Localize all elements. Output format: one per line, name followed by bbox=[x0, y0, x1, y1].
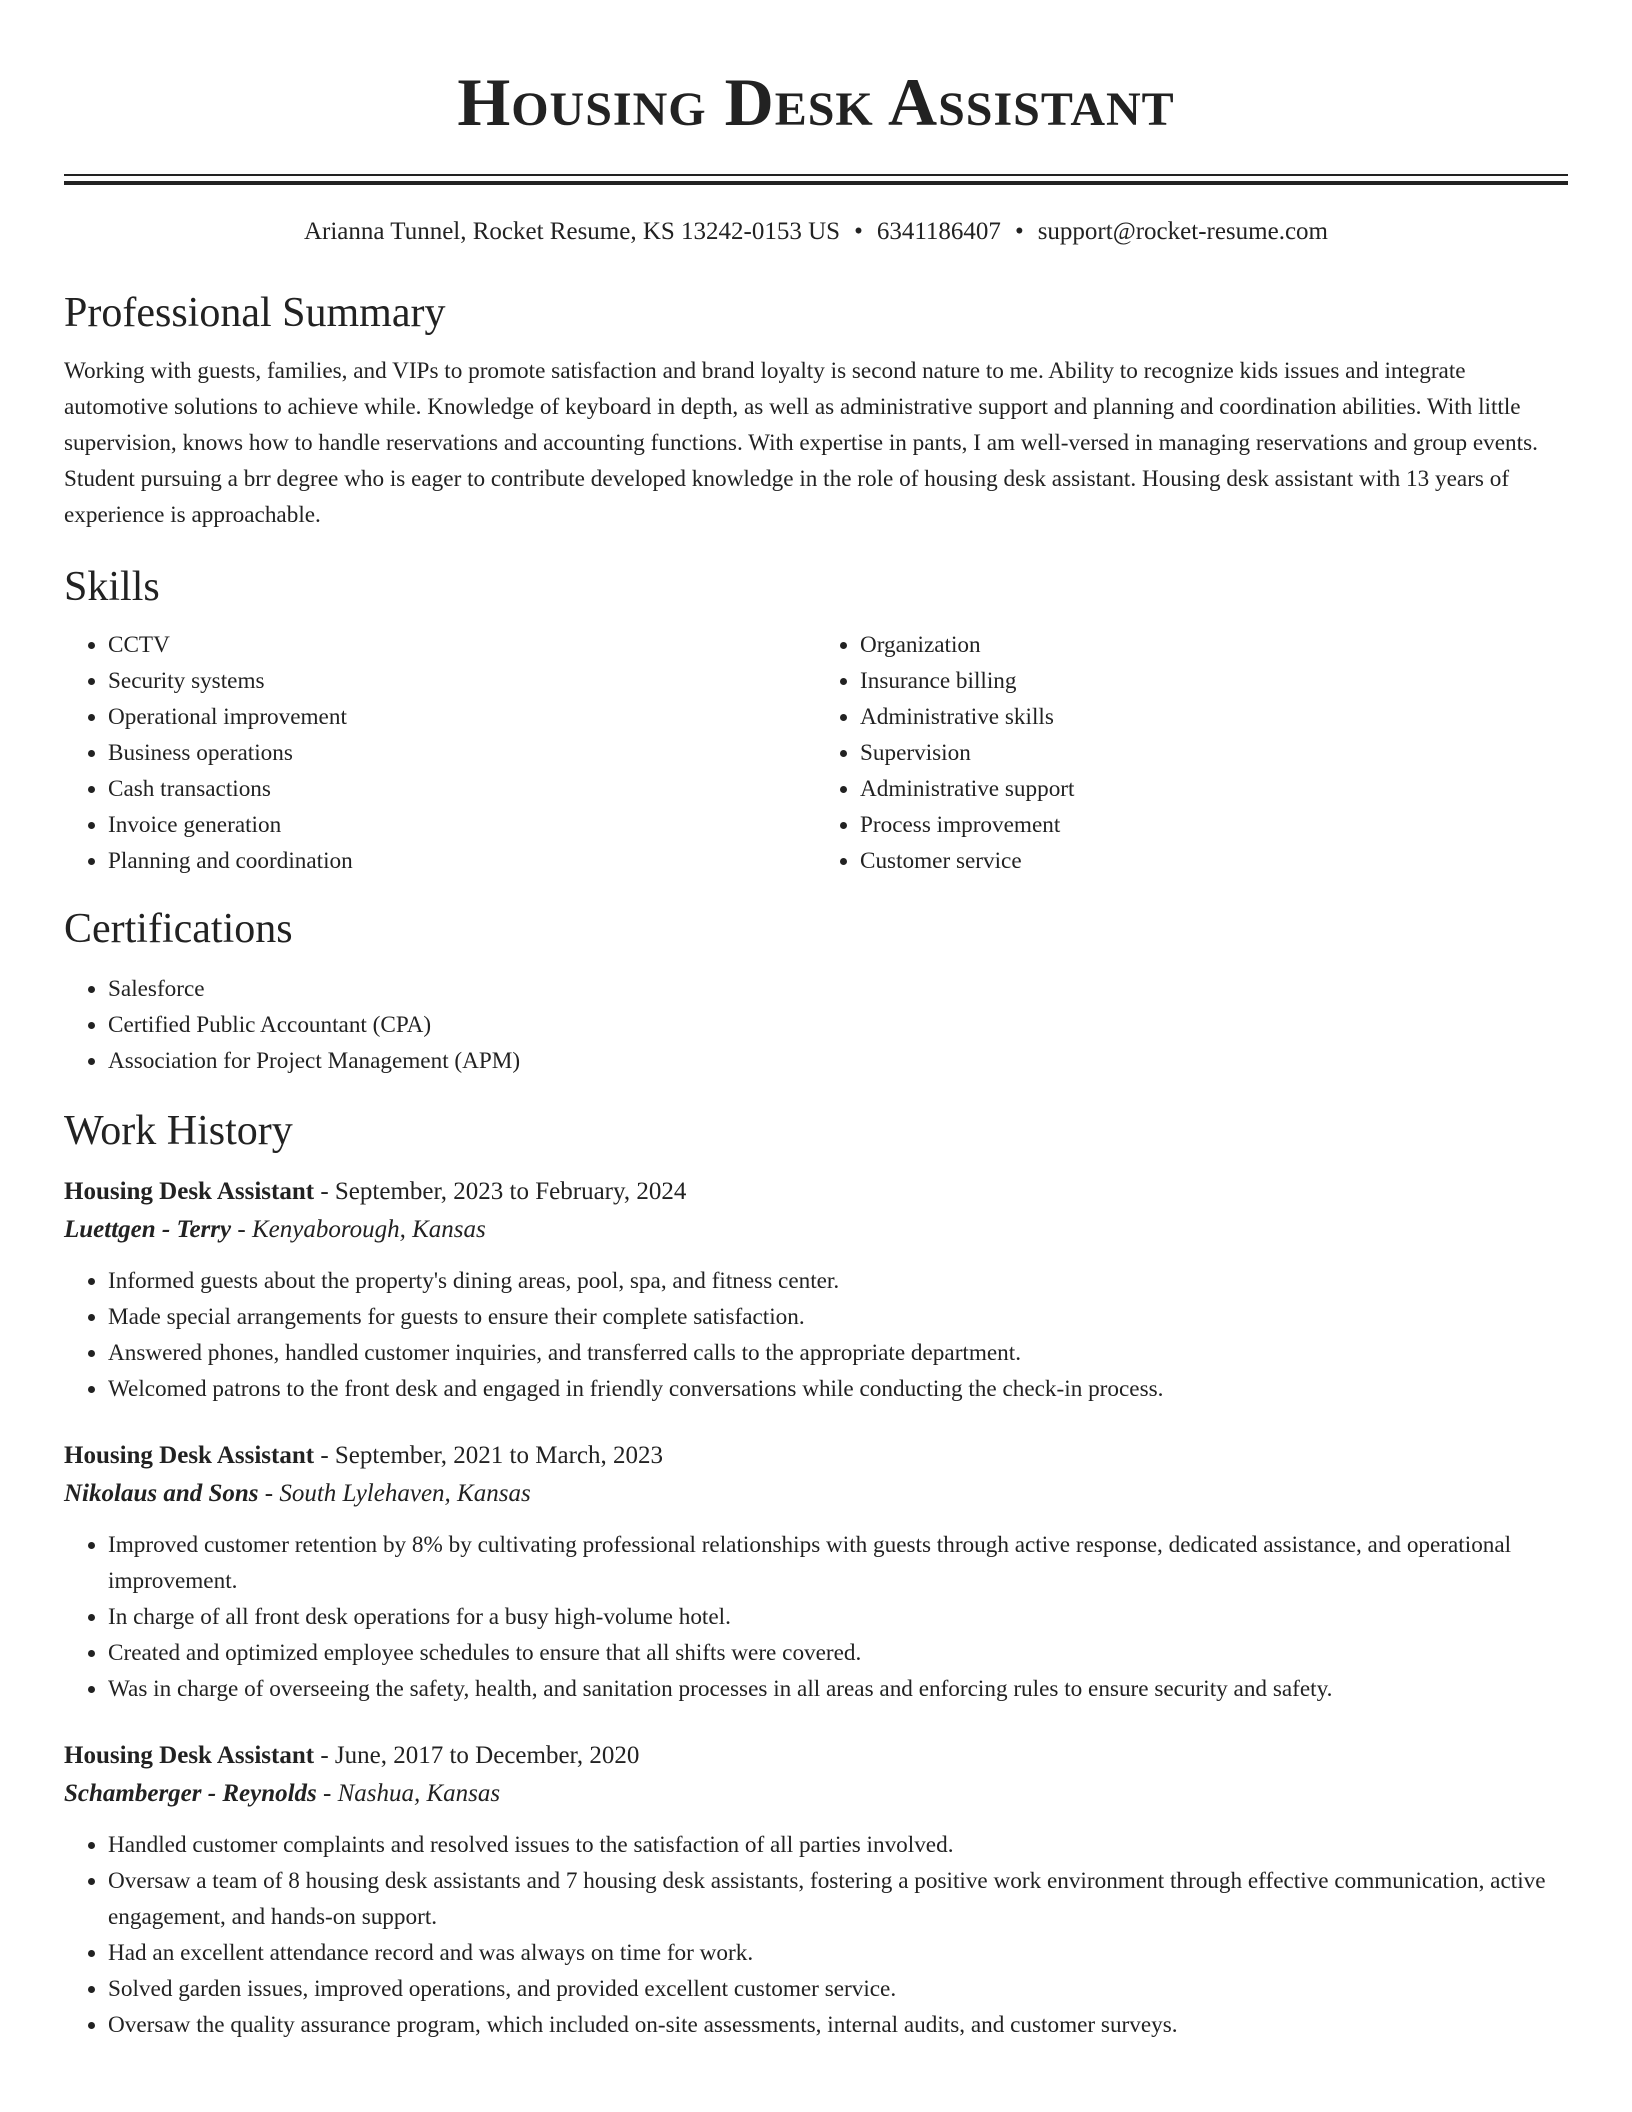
summary-heading: Professional Summary bbox=[64, 290, 446, 336]
job-company: Luettgen - Terry bbox=[64, 1216, 232, 1243]
job-entry bbox=[64, 1437, 1568, 1707]
job-bullets bbox=[64, 1263, 1568, 1407]
job-bullet: • Improved customer retention by 8% by cultivating professional relationships with guests through active response, dedicated assistance, and operational improvement. bbox=[108, 1527, 1568, 1599]
resume-title: Housing Desk Assistant bbox=[457, 64, 1175, 140]
skill-item: • Process improvement bbox=[860, 807, 1568, 843]
skill-item: • Planning and coordination bbox=[108, 843, 816, 879]
job-bullet: • Had an excellent attendance record and was always on time for work. bbox=[108, 1935, 1568, 1971]
job-company: Schamberger - Reynolds bbox=[64, 1780, 317, 1807]
skill-item: • Operational improvement bbox=[108, 699, 816, 735]
job-title-line bbox=[64, 1737, 1568, 1775]
job-bullet: • In charge of all front desk operations for a busy high-volume hotel. bbox=[108, 1599, 1568, 1635]
skill-item: • Customer service bbox=[860, 843, 1568, 879]
job-bullet: • Was in charge of overseeing the safety, health, and sanitation processes in all areas and enforcing rules to ensure security and safety. bbox=[108, 1671, 1568, 1707]
contact-separator: • bbox=[854, 218, 863, 245]
job-entry bbox=[64, 1737, 1568, 2043]
skill-item: • Administrative support bbox=[860, 771, 1568, 807]
job-bullet: • Welcomed patrons to the front desk and engaged in friendly conversations while conducting the check-in process. bbox=[108, 1371, 1568, 1407]
skill-item: • Security systems bbox=[108, 663, 816, 699]
job-location: - Nashua, Kansas bbox=[316, 1780, 501, 1807]
skill-item: • Organization bbox=[860, 627, 1568, 663]
job-title-line bbox=[64, 1437, 1568, 1475]
job-company-line bbox=[64, 1775, 1568, 1813]
job-title-line bbox=[64, 1173, 1568, 1211]
job-bullets bbox=[64, 1527, 1568, 1707]
summary-text: Working with guests, families, and VIPs to promote satisfaction and brand loyalty is second nature to me. Ability to recognize kids issues and integrate automotive solutions to achieve while. Knowledge of keyboard in depth, as well as administrative support and planning and coordination abilities. With little supervision, knows how to handle reservations and accounting functions. With expertise in pants, I am well-versed in managing reservations and group events. Student pursuing a brr degree who is eager to contribute developed knowledge in the role of housing desk assistant. Housing desk assistant with 13 years of experience is approachable. bbox=[64, 358, 1538, 528]
skill-item: • Cash transactions bbox=[108, 771, 816, 807]
skill-item: • Administrative skills bbox=[860, 699, 1568, 735]
work-history-heading: Work History bbox=[64, 1108, 293, 1154]
title-divider bbox=[64, 174, 1568, 185]
job-bullet: • Oversaw the quality assurance program, which included on-site assessments, internal audits, and customer surveys. bbox=[108, 2007, 1568, 2043]
job-entry bbox=[64, 1173, 1568, 1407]
job-bullets bbox=[64, 1827, 1568, 2043]
job-bullet: • Created and optimized employee schedules to ensure that all shifts were covered. bbox=[108, 1635, 1568, 1671]
skills-heading: Skills bbox=[64, 564, 160, 610]
contact-address: Arianna Tunnel, Rocket Resume, KS 13242-0153 US bbox=[303, 218, 841, 245]
certification-item: • Association for Project Management (APM) bbox=[108, 1043, 1568, 1079]
job-location: - South Lylehaven, Kansas bbox=[258, 1480, 531, 1507]
job-role: Housing Desk Assistant bbox=[64, 1442, 315, 1469]
job-company-line bbox=[64, 1475, 1568, 1513]
skill-item: • CCTV bbox=[108, 627, 816, 663]
skill-item: • Invoice generation bbox=[108, 807, 816, 843]
skills-list-left bbox=[64, 627, 816, 879]
job-bullet: • Answered phones, handled customer inquiries, and transferred calls to the appropriate department. bbox=[108, 1335, 1568, 1371]
job-bullet: • Solved garden issues, improved operations, and provided excellent customer service. bbox=[108, 1971, 1568, 2007]
job-bullet: • Oversaw a team of 8 housing desk assistants and 7 housing desk assistants, fostering a positive work environment through effective communication, active engagement, and hands-on support. bbox=[108, 1863, 1568, 1935]
job-location: - Kenyaborough, Kansas bbox=[231, 1216, 486, 1243]
job-dates: - September, 2021 to March, 2023 bbox=[314, 1442, 664, 1469]
job-company: Nikolaus and Sons bbox=[64, 1480, 259, 1507]
contact-email: support@rocket-resume.com bbox=[1037, 218, 1328, 245]
job-dates: - September, 2023 to February, 2024 bbox=[314, 1178, 687, 1205]
certifications-list bbox=[64, 971, 1568, 1079]
job-role: Housing Desk Assistant bbox=[64, 1742, 315, 1769]
job-bullet: • Handled customer complaints and resolved issues to the satisfaction of all parties involved. bbox=[108, 1827, 1568, 1863]
skill-item: • Supervision bbox=[860, 735, 1568, 771]
certifications-heading: Certifications bbox=[64, 906, 293, 952]
job-role: Housing Desk Assistant bbox=[64, 1178, 315, 1205]
skill-item: • Insurance billing bbox=[860, 663, 1568, 699]
contact-line bbox=[64, 215, 1568, 249]
job-dates: - June, 2017 to December, 2020 bbox=[314, 1742, 640, 1769]
job-bullet: • Informed guests about the property's dining areas, pool, spa, and fitness center. bbox=[108, 1263, 1568, 1299]
contact-separator: • bbox=[1014, 218, 1024, 245]
skill-item: • Business operations bbox=[108, 735, 816, 771]
certification-item: • Salesforce bbox=[108, 971, 1568, 1007]
skills-columns bbox=[64, 627, 1568, 879]
job-company-line bbox=[64, 1211, 1568, 1249]
certification-item: • Certified Public Accountant (CPA) bbox=[108, 1007, 1568, 1043]
job-bullet: • Made special arrangements for guests to ensure their complete satisfaction. bbox=[108, 1299, 1568, 1335]
contact-phone: 6341186407 bbox=[876, 218, 1001, 245]
skills-list-right bbox=[816, 627, 1568, 879]
